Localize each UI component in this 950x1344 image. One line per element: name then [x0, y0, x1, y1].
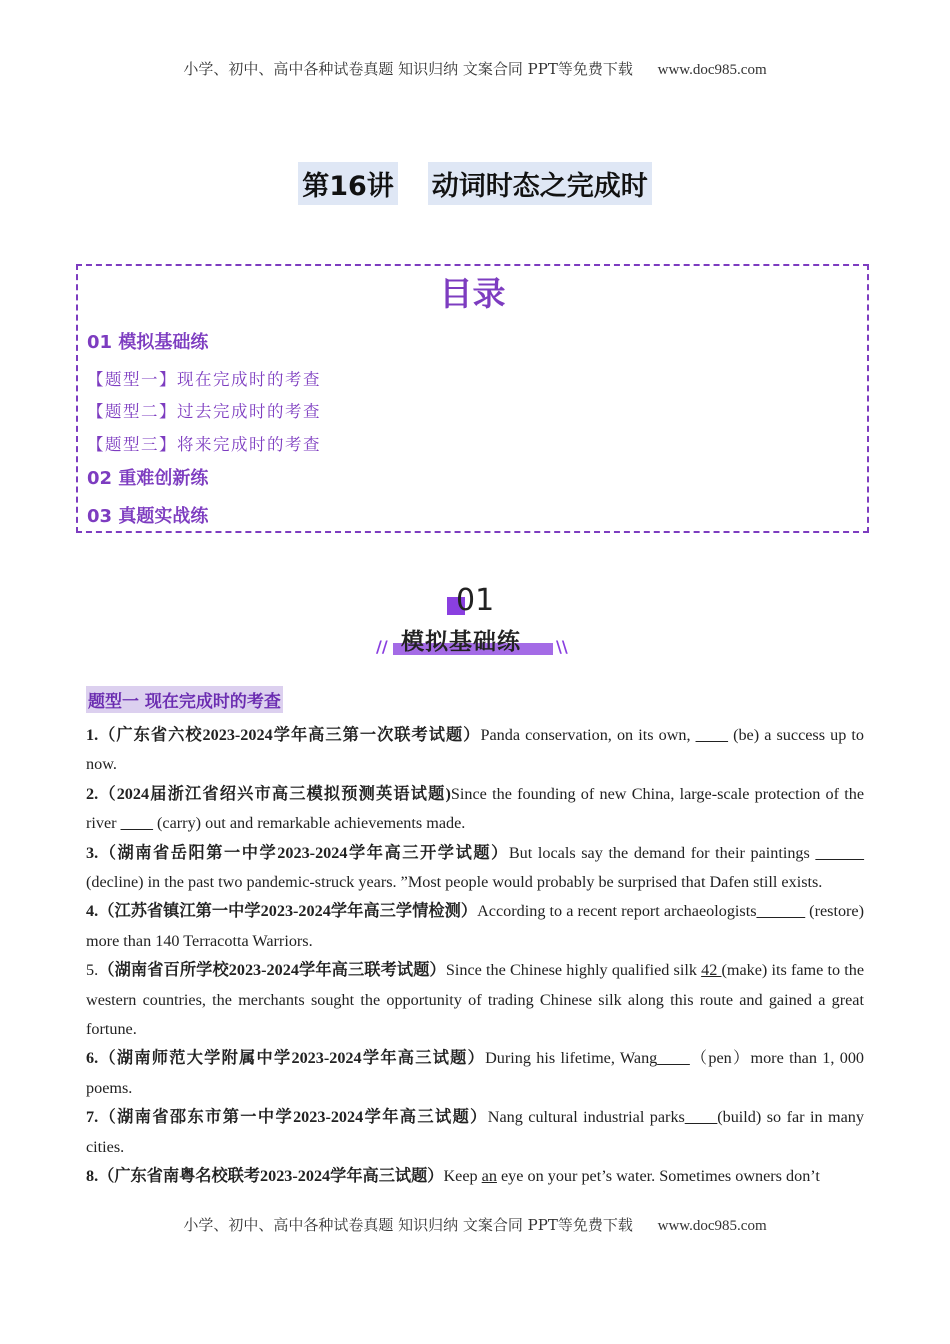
footer-text: 小学、初中、高中各种试卷真题 知识归纳 文案合同 PPT等免费下载	[183, 1216, 633, 1234]
question-item: 3.（湖南省岳阳第一中学2023-2024学年高三开学试题）But locals say the demand for their paintings ______ (decline) in the past two pandemic-struck years. ”Most people would probably be surprised that Dafen still exists.	[86, 843, 865, 892]
question-item: 2.（2024届浙江省绍兴市高三模拟预测英语试题)Since the founding of new China, large-scale protection of the river ____ (carry) out and remarkable achievements made.	[86, 784, 865, 833]
answer-blank: ______	[756, 902, 806, 921]
question-item: 4.（江苏省镇江第一中学2023-2024学年高三学情检测）According to a recent report archaeologists______ (restore) more than 140 Terracotta Warriors.	[86, 902, 865, 950]
question-item: 8.（广东省南粤名校联考2023-2024学年高三试题）Keep an eye on your pet’s water. Sometimes owners don’t	[86, 1167, 820, 1186]
question-item: 1.（广东省六校2023-2024学年高三第一次联考试题）Panda conservation, on its own, ____ (be) a success up to now.	[86, 726, 864, 774]
header-text: 小学、初中、高中各种试卷真题 知识归纳 文案合同 PPT等免费下载	[183, 60, 633, 78]
header-url[interactable]: www.doc985.com	[657, 62, 767, 78]
question-type-heading: 题型一 现在完成时的考查	[86, 686, 283, 713]
right-slash-decoration: \\	[556, 637, 568, 656]
toc-section-1[interactable]: 01 模拟基础练	[87, 332, 209, 353]
table-of-contents	[76, 264, 869, 533]
toc-subsection-2[interactable]: 【题型二】过去完成时的考查	[87, 402, 321, 421]
footer-url[interactable]: www.doc985.com	[657, 1218, 767, 1234]
question-item: 7.（湖南省邵东市第一中学2023-2024学年高三试题）Nang cultural industrial parks____(build) so far in many cities.	[86, 1108, 864, 1156]
page-header	[0, 58, 950, 79]
left-slash-decoration: //	[376, 637, 388, 656]
toc-heading: 目录	[439, 274, 506, 313]
section-number: 01	[456, 583, 495, 618]
page-title	[0, 162, 950, 205]
lecture-number: 第16讲	[298, 162, 398, 205]
section-badge	[0, 585, 950, 665]
page-footer	[0, 1214, 950, 1235]
answer-blank: ____	[657, 1049, 690, 1068]
answer-blank: ____	[120, 814, 153, 833]
underlined-word: an	[481, 1167, 497, 1186]
section-label: 模拟基础练	[401, 629, 521, 655]
answer-blank: ______	[815, 843, 865, 862]
question-list	[86, 721, 864, 1192]
toc-section-3[interactable]: 03 真题实战练	[87, 506, 209, 527]
toc-section-2[interactable]: 02 重难创新练	[87, 468, 209, 489]
answer-blank: 42	[701, 961, 722, 980]
lecture-topic: 动词时态之完成时	[428, 162, 652, 205]
toc-subsection-3[interactable]: 【题型三】将来完成时的考查	[87, 435, 321, 454]
question-item: 6.（湖南师范大学附属中学2023-2024学年高三试题）During his lifetime, Wang____（pen）more than 1, 000 poems.	[86, 1049, 865, 1097]
answer-blank: ____	[684, 1108, 718, 1127]
toc-subsection-1[interactable]: 【题型一】现在完成时的考查	[87, 370, 321, 389]
answer-blank: ____	[695, 726, 728, 744]
question-item: 5.（湖南省百所学校2023-2024学年高三联考试题）Since the Chinese highly qualified silk 42 (make) its fame to the western countries, the merchants sought the opportunity of trading Chinese silk along this route and gained a great fortune.	[86, 961, 865, 1039]
